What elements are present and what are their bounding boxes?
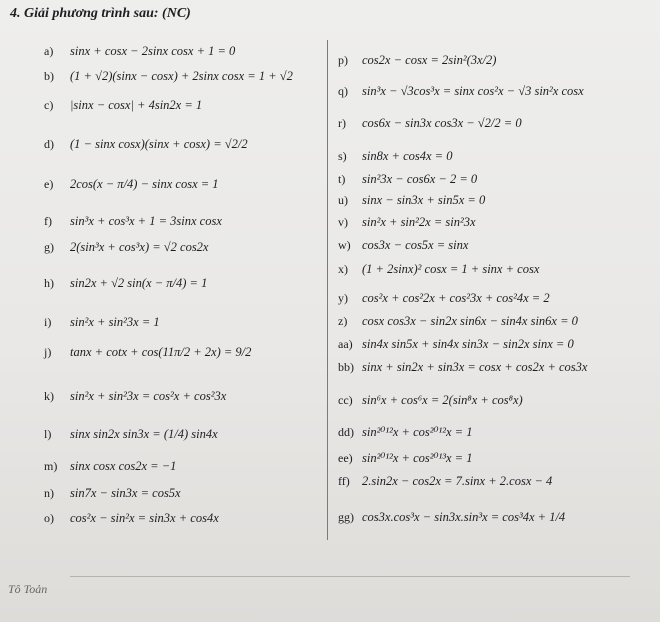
equation-item (44, 214, 222, 228)
equation-label: aa) (338, 337, 353, 351)
equation-text: sin²x + sin²3x = 1 (70, 315, 160, 329)
equation-text: cos3x.cos³x − sin3x.sin³x = cos³4x + 1/4 (362, 510, 566, 524)
equation-item (44, 511, 219, 525)
equation-label: x) (338, 262, 348, 276)
equation-item (338, 314, 578, 328)
equation-item (44, 389, 226, 403)
equation-item (44, 276, 207, 290)
equation-label: q) (338, 84, 348, 98)
equation-text: sin8x + cos4x = 0 (362, 149, 453, 163)
equation-label: f) (44, 214, 52, 228)
equation-text: tanx + cotx + cos(11π/2 + 2x) = 9/2 (70, 345, 252, 359)
equation-item (338, 172, 477, 186)
equation-label: r) (338, 116, 346, 130)
equation-text: sin⁶x + cos⁶x = 2(sin⁸x + cos⁸x) (362, 393, 523, 407)
equation-text: |sinx − cosx| + 4sin2x = 1 (70, 98, 203, 112)
equation-item (338, 193, 485, 207)
equation-item (338, 291, 550, 305)
equation-item (338, 215, 476, 229)
equation-label: bb) (338, 360, 354, 374)
equation-label: u) (338, 193, 348, 207)
equation-label: g) (44, 240, 54, 254)
equation-label: ee) (338, 451, 353, 465)
equation-label: b) (44, 69, 54, 83)
equation-label: i) (44, 315, 52, 329)
equation-item (44, 98, 202, 112)
equation-item (44, 315, 160, 329)
equation-text: sin³x + cos³x + 1 = 3sinx cosx (70, 214, 222, 228)
equation-item (338, 393, 523, 407)
equation-label: k) (44, 389, 54, 403)
equation-text: sin²x + sin²3x = cos²x + cos²3x (70, 389, 227, 403)
equation-item (44, 69, 293, 83)
equation-text: 2(sin³x + cos³x) = √2 cos2x (70, 240, 209, 254)
equation-text: cos3x − cos5x = sinx (362, 238, 469, 252)
equation-item (338, 84, 584, 98)
equation-text: sin4x sin5x + sin4x sin3x − sin2x sinx = 0 (362, 337, 574, 351)
equation-label: o) (44, 511, 54, 525)
equation-item (338, 451, 472, 465)
equation-item (44, 486, 181, 500)
equation-label: y) (338, 291, 348, 305)
equation-text: cos2x − cosx = 2sin²(3x/2) (362, 53, 497, 67)
equation-label: cc) (338, 393, 353, 407)
equation-item (44, 427, 218, 441)
equation-text: sin²⁰¹²x + cos²⁰¹³x = 1 (362, 451, 473, 465)
equation-item (44, 345, 251, 359)
equation-item (338, 474, 552, 488)
equation-label: z) (338, 314, 348, 328)
equation-text: (1 − sinx cosx)(sinx + cosx) = √2/2 (70, 137, 248, 151)
equation-text: sin7x − sin3x = cos5x (70, 486, 181, 500)
equation-item (338, 149, 452, 163)
equation-text: sinx cosx cos2x = −1 (70, 459, 177, 473)
equation-item (338, 116, 522, 130)
equation-label: e) (44, 177, 54, 191)
equation-item (338, 360, 587, 374)
equation-label: w) (338, 238, 351, 252)
equation-item (44, 177, 219, 191)
equation-item (44, 240, 208, 254)
equation-label: a) (44, 44, 54, 58)
equation-label: h) (44, 276, 54, 290)
equation-item (338, 510, 565, 524)
column-divider (327, 40, 328, 540)
equation-label: n) (44, 486, 54, 500)
equation-text: cos²x + cos²2x + cos²3x + cos²4x = 2 (362, 291, 550, 305)
equation-text: sinx − sin3x + sin5x = 0 (362, 193, 486, 207)
equation-text: sinx sin2x sin3x = (1/4) sin4x (70, 427, 218, 441)
equation-text: sinx + sin2x + sin3x = cosx + cos2x + cos3x (362, 360, 588, 374)
equation-item (338, 425, 472, 439)
equation-text: 2.sin2x − cos2x = 7.sinx + 2.cosx − 4 (362, 474, 553, 488)
footer-divider (70, 576, 630, 577)
equation-label: t) (338, 172, 346, 186)
equation-label: l) (44, 427, 52, 441)
equation-label: ff) (338, 474, 350, 488)
author-footer: Tô Toản (8, 582, 48, 596)
equation-text: cos6x − sin3x cos3x − √2/2 = 0 (362, 116, 522, 130)
equation-text: sinx + cosx − 2sinx cosx + 1 = 0 (70, 44, 236, 58)
equation-label: d) (44, 137, 54, 151)
equation-item (338, 337, 574, 351)
equation-text: (1 + √2)(sinx − cosx) + 2sinx cosx = 1 + √2 (70, 69, 293, 83)
equation-label: m) (44, 459, 58, 473)
equation-label: dd) (338, 425, 354, 439)
equation-text: sin²3x − cos6x − 2 = 0 (362, 172, 478, 186)
equation-item (338, 262, 539, 276)
equation-text: sin³x − √3cos³x = sinx cos²x − √3 sin²x cosx (362, 84, 584, 98)
equation-item (44, 44, 235, 58)
equation-item (44, 459, 176, 473)
equation-label: gg) (338, 510, 354, 524)
exercise-title: 4. Giải phương trình sau: (NC) (10, 6, 191, 21)
equation-text: cosx cos3x − sin2x sin6x − sin4x sin6x = 0 (362, 314, 578, 328)
equation-text: cos²x − sin²x = sin3x + cos4x (70, 511, 219, 525)
equation-label: s) (338, 149, 347, 163)
equation-label: c) (44, 98, 54, 112)
equation-label: j) (44, 345, 52, 359)
equation-item (338, 238, 468, 252)
equation-text: sin²x + sin²2x = sin²3x (362, 215, 476, 229)
equation-text: sin2x + √2 sin(x − π/4) = 1 (70, 276, 208, 290)
equation-label: p) (338, 53, 348, 67)
equation-text: (1 + 2sinx)² cosx = 1 + sinx + cosx (362, 262, 540, 276)
equation-text: sin²⁰¹²x + cos²⁰¹²x = 1 (362, 425, 473, 439)
equation-text: 2cos(x − π/4) − sinx cosx = 1 (70, 177, 219, 191)
equation-label: v) (338, 215, 348, 229)
equation-item (338, 53, 496, 67)
equation-item (44, 137, 248, 151)
